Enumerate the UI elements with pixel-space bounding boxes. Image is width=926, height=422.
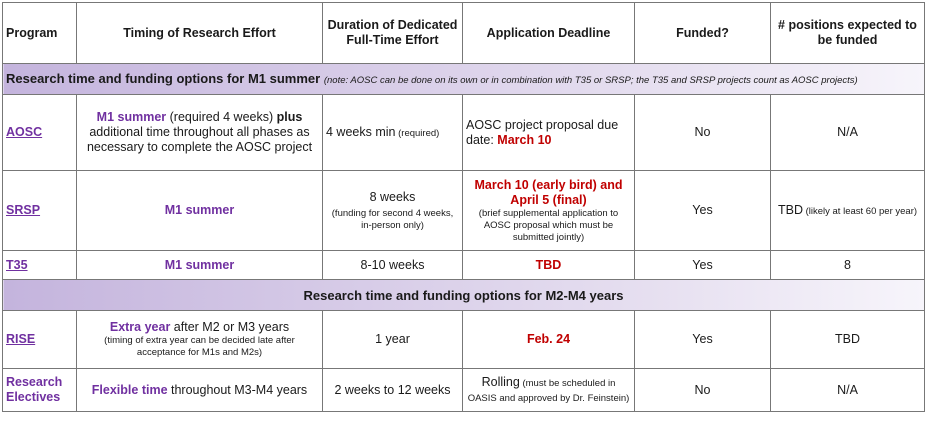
funded-cell: Yes [635,311,771,369]
positions-cell: 8 [771,251,925,280]
duration-value: 4 weeks min [326,125,396,139]
deadline-cell [463,95,635,171]
header-positions: # positions expected to be funded [771,3,925,64]
timing-cell [77,251,323,280]
timing-cell [77,95,323,171]
deadline-cell [463,171,635,251]
deadline-date: Feb. 24 [526,332,571,346]
funded-cell: Yes [635,171,771,251]
positions-cell: N/A [771,369,925,412]
timing-mid: (required 4 weeks) [166,110,277,124]
timing-cell [77,369,323,412]
duration-note: (funding for second 4 weeks, in-person only) [331,207,454,231]
timing-emphasis: Flexible time [91,382,168,397]
duration-cell: 2 weeks to 12 weeks [323,369,463,412]
timing-cell [77,311,323,369]
program-link-t35[interactable]: T35 [6,257,28,272]
timing-plus: plus [276,110,303,124]
program-cell [3,171,77,251]
timing-note: (timing of extra year can be decided late after acceptance for M1s and M2s) [104,335,295,358]
section-m2-m4 [3,280,925,311]
positions-value: TBD [777,203,803,217]
program-cell [3,311,77,369]
timing-rest: additional time throughout all phases as necessary to complete the AOSC project [86,125,313,154]
positions-note: (likely at least 60 per year) [802,206,918,217]
header-timing: Timing of Research Effort [77,3,323,64]
deadline-value: Rolling [481,375,520,389]
header-deadline: Application Deadline [463,3,635,64]
section-m2-cell [3,280,925,311]
program-cell [3,251,77,280]
positions-cell: TBD [771,311,925,369]
timing-emphasis: M1 summer [96,110,167,124]
table-row-rise [3,311,925,369]
duration-value: 8 weeks [369,189,416,204]
deadline-early: March 10 (early bird) and [474,177,623,192]
timing-emphasis: Extra year [109,320,171,334]
header-funded: Funded? [635,3,771,64]
table-row-aosc [3,95,925,171]
program-link-srsp[interactable]: SRSP [6,203,41,217]
deadline-note: (brief supplemental application to AOSC proposal which must be submitted jointly) [478,207,619,243]
funded-cell: No [635,95,771,171]
program-label-electives: Research Electives [6,375,63,404]
header-program: Program [3,3,77,64]
program-link-rise[interactable]: RISE [6,332,36,346]
positions-cell: N/A [771,95,925,171]
funded-cell: Yes [635,251,771,280]
program-cell [3,369,77,412]
timing-cell [77,171,323,251]
timing-emphasis: M1 summer [164,257,235,272]
deadline-cell [463,251,635,280]
section-m1-cell [3,64,925,95]
duration-cell [323,95,463,171]
deadline-cell [463,311,635,369]
timing-rest: throughout M3-M4 years [167,382,308,397]
table-row-research-electives [3,369,925,412]
timing-emphasis: M1 summer [164,203,235,217]
header-duration: Duration of Dedicated Full-Time Effort [323,3,463,64]
funded-cell: No [635,369,771,412]
program-link-aosc[interactable]: AOSC [6,125,43,139]
table-row-srsp [3,171,925,251]
deadline-cell [463,369,635,412]
program-cell [3,95,77,171]
section-m1-note: (note: AOSC can be done on its own or in combination with T35 or SRSP; the T35 and SRSP projects count as AOSC projects) [323,74,858,86]
duration-cell: 8-10 weeks [323,251,463,280]
table-row-t35 [3,251,925,280]
header-row [3,3,925,64]
duration-note: (required) [395,128,440,139]
deadline-final: April 5 (final) [510,192,587,207]
duration-cell [323,171,463,251]
research-options-table [2,2,925,412]
timing-rest: after M2 or M3 years [170,320,290,334]
section-m1-summer [3,64,925,95]
deadline-date: March 10 [497,132,552,147]
section-m2-title: Research time and funding options for M2-M4 years [303,287,624,303]
deadline-date: TBD [535,257,562,272]
duration-cell: 1 year [323,311,463,369]
deadline-note: (must be scheduled in OASIS and approved by Dr. Feinstein) [467,378,630,404]
section-m1-title: Research time and funding options for M1 summer [6,70,321,86]
deadline-prefix: AOSC project proposal due date: [466,117,619,147]
positions-cell [771,171,925,251]
